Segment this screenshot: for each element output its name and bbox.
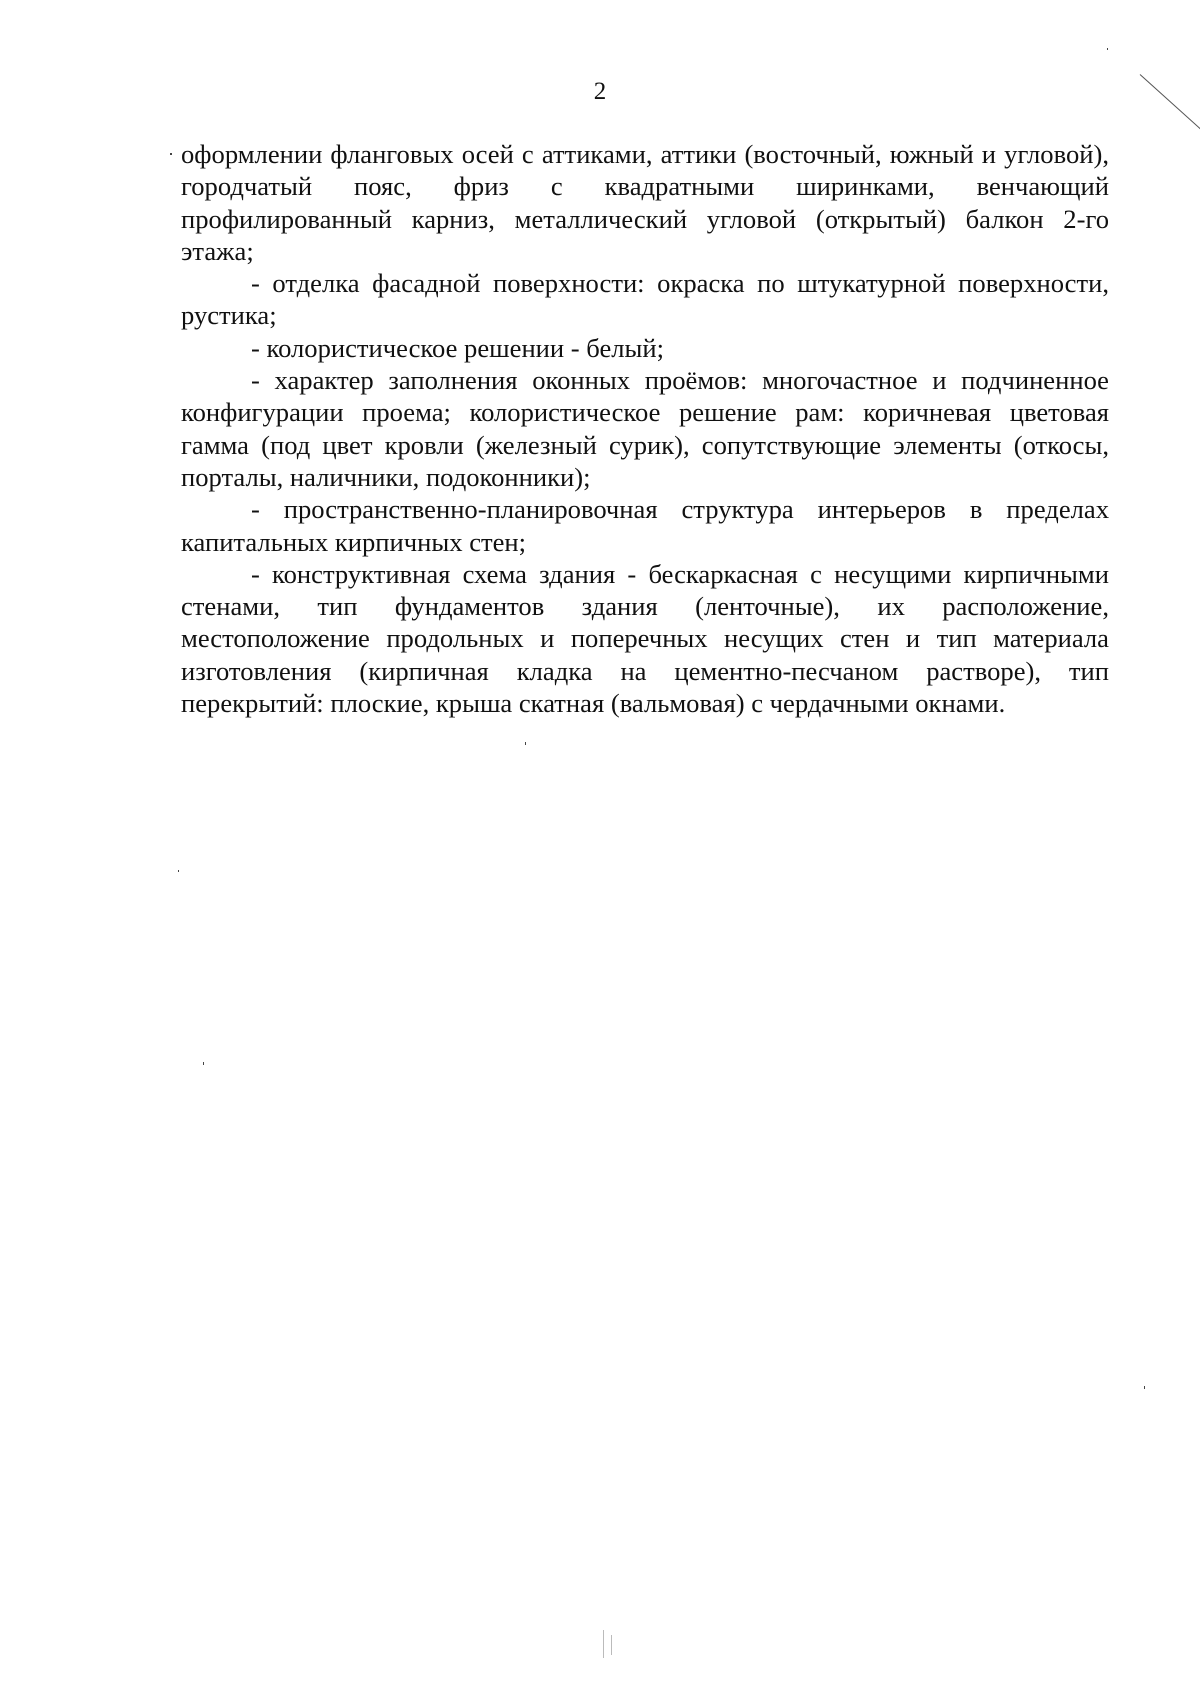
scan-artifact-dot	[1107, 48, 1108, 50]
paragraph-attics-continuation: оформлении фланговых осей с аттиками, аттики (восточный, южный и угловой), городчатый пояс, фриз с квадратными ширинками, венчающий профилированный карниз, металлический угловой (открытый) балкон 2-го этажа;	[181, 139, 1109, 266]
paragraph-building-construction: - конструктивная схема здания - бескаркасная с несущими кирпичными стенами, тип фундаментов здания (ленточные), их расположение, местоположение продольных и поперечных несущих стен и тип материала изготовления (кирпичная кладка на цементно-песчаном растворе), тип перекрытий: плоские, крыша скатная (вальмовая) с чердачными окнами.	[181, 558, 1109, 719]
scan-artifact-dot	[170, 153, 172, 155]
paragraph-color-solution: - колористическое решении - белый;	[251, 332, 665, 363]
scan-artifact-column	[611, 1635, 612, 1655]
scan-artifact-column	[603, 1630, 604, 1658]
scan-artifact-dot	[525, 742, 526, 745]
paragraph-facade-finish: - отделка фасадной поверхности: окраска по штукатурной поверхности, рустика;	[181, 268, 1109, 331]
scan-artifact-dot	[203, 1062, 204, 1065]
document-body	[181, 138, 1109, 719]
page-number: 2	[593, 78, 607, 105]
paragraph-interior-structure: - пространственно-планировочная структура интерьеров в пределах капитальных кирпичных стен;	[181, 494, 1109, 557]
scan-artifact-dot	[1144, 1386, 1145, 1389]
scan-artifact-dot	[178, 870, 179, 872]
paragraph-window-openings: - характер заполнения оконных проёмов: многочастное и подчиненное конфигурации проема; колористическое решение рам: коричневая цветовая гамма (под цвет кровли (железный сурик), сопутствующие элементы (откосы, порталы, наличники, подоконники);	[181, 365, 1109, 492]
